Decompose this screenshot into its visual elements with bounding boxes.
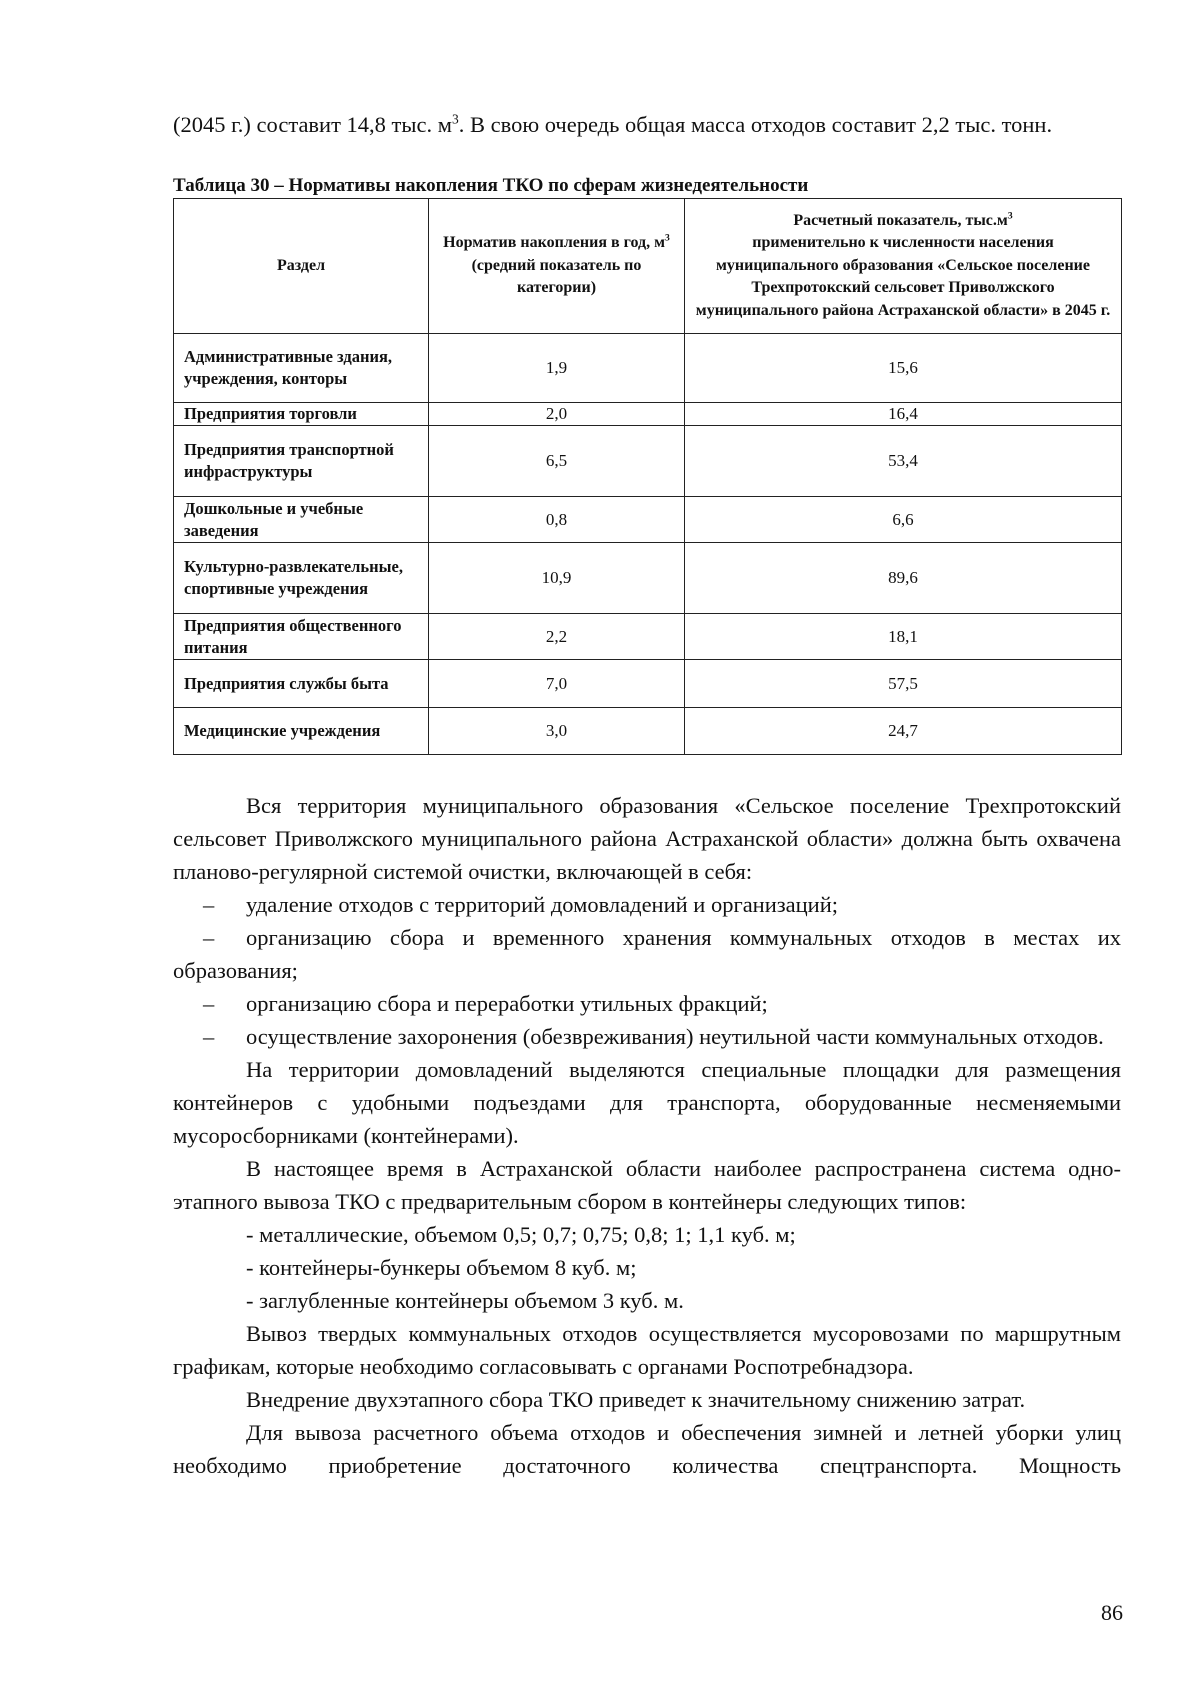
- row-calc: 53,4: [685, 426, 1122, 497]
- paragraph: Внедрение двухэтапного сбора ТКО приведет к значительному снижению затрат.: [246, 1387, 1026, 1412]
- intro-text-end: . В свою очередь общая масса отходов составит 2,2 тыс. тонн.: [458, 112, 1053, 137]
- row-norm: 6,5: [429, 426, 685, 497]
- norms-table: [173, 198, 1122, 755]
- list-item: [173, 987, 1121, 1020]
- superscript: 3: [665, 232, 670, 244]
- header-calc-text: Расчетный показатель, тыс.м: [793, 211, 1008, 229]
- row-norm: 1,9: [429, 334, 685, 403]
- document-page: [173, 108, 1121, 1482]
- paragraph: Вся территория муниципального образования «Сельское поселение Трехпротокский сельсовет Приволжского муниципального района Астраханской области» должна быть охвачена планово-регулярной системой очистки, включающей в себя:: [173, 793, 1121, 884]
- header-calc: [685, 199, 1122, 334]
- body-text: [173, 789, 1121, 1482]
- table-row: [174, 334, 1122, 403]
- container-type-item: - контейнеры-бункеры объемом 8 куб. м;: [246, 1255, 637, 1280]
- row-calc: 18,1: [685, 614, 1122, 660]
- row-norm: 2,2: [429, 614, 685, 660]
- row-section: Предприятия службы быта: [174, 660, 429, 708]
- list-item: [173, 888, 1121, 921]
- row-calc: 89,6: [685, 543, 1122, 614]
- dash-marker: –: [203, 892, 215, 917]
- container-type-item: - заглубленные контейнеры объемом 3 куб. м.: [246, 1288, 684, 1313]
- header-calc-note: применительно к численности населения муниципального образования «Сельское поселение Трехпротокский сельсовет Приволжского муниципального района Астраханской области» в 2045 г.: [695, 234, 1111, 319]
- row-section: Культурно-развлекательные, спортивные учреждения: [174, 543, 429, 614]
- superscript: 3: [451, 111, 459, 127]
- row-calc: 6,6: [685, 497, 1122, 543]
- paragraph: В настоящее время в Астраханской области наиболее распространена система одно-этапного вывоза ТКО с предварительным сбором в контейнеры следующих типов:: [173, 1156, 1121, 1214]
- table-row: [174, 426, 1122, 497]
- row-section: Медицинские учреждения: [174, 708, 429, 755]
- row-calc: 57,5: [685, 660, 1122, 708]
- dash-marker: –: [203, 991, 215, 1016]
- row-section: Предприятия общественного питания: [174, 614, 429, 660]
- intro-paragraph: [173, 108, 1121, 141]
- row-calc: 24,7: [685, 708, 1122, 755]
- superscript: 3: [1007, 210, 1013, 222]
- list-item-text: осуществление захоронения (обезвреживания) неутильной части коммунальных отходов.: [246, 1024, 1104, 1049]
- row-section: Дошкольные и учебные заведения: [174, 497, 429, 543]
- container-type-item: - металлические, объемом 0,5; 0,7; 0,75; 0,8; 1; 1,1 куб. м;: [246, 1222, 796, 1247]
- row-calc: 16,4: [685, 403, 1122, 426]
- row-norm: 10,9: [429, 543, 685, 614]
- table-row: [174, 708, 1122, 755]
- row-norm: 2,0: [429, 403, 685, 426]
- paragraph: Для вывоза расчетного объема отходов и обеспечения зимней и летней уборки улиц необходимо приобретение достаточного количества спецтранспорта. Мощность: [173, 1420, 1121, 1478]
- paragraph: Вывоз твердых коммунальных отходов осуществляется мусоровозами по маршрутным графикам, которые необходимо согласовывать с органами Роспотребнадзора.: [173, 1321, 1121, 1379]
- table-row: [174, 660, 1122, 708]
- list-item: [173, 921, 1121, 987]
- row-norm: 0,8: [429, 497, 685, 543]
- header-norm-text: Норматив накопления в год, м: [443, 234, 666, 252]
- table-row: [174, 403, 1122, 426]
- row-section: Предприятия транспортной инфраструктуры: [174, 426, 429, 497]
- row-section: Предприятия торговли: [174, 403, 429, 426]
- dash-marker: –: [203, 925, 215, 950]
- row-norm: 7,0: [429, 660, 685, 708]
- list-item-text: удаление отходов с территорий домовладений и организаций;: [246, 892, 839, 917]
- header-norm: [429, 199, 685, 334]
- list-item: [173, 1020, 1121, 1053]
- page-number: 86: [1101, 1600, 1123, 1625]
- intro-text: (2045 г.) составит 14,8 тыс. м: [173, 112, 452, 137]
- header-section: Раздел: [174, 199, 429, 334]
- table-row: [174, 543, 1122, 614]
- row-norm: 3,0: [429, 708, 685, 755]
- table-row: [174, 497, 1122, 543]
- paragraph: На территории домовладений выделяются специальные площадки для размещения контейнеров с удобными подъездами для транспорта, оборудованные несменяемыми мусоросборниками (контейнерами).: [173, 1057, 1121, 1148]
- table-caption: Таблица 30 – Нормативы накопления ТКО по сферам жизнедеятельности: [173, 175, 809, 196]
- row-section: Административные здания, учреждения, конторы: [174, 334, 429, 403]
- row-calc: 15,6: [685, 334, 1122, 403]
- dash-marker: –: [203, 1024, 215, 1049]
- table-row: [174, 614, 1122, 660]
- header-norm-note: (средний показатель по категории): [471, 256, 642, 297]
- list-item-text: организацию сбора и временного хранения коммунальных отходов в местах их образования;: [173, 925, 1121, 983]
- list-item-text: организацию сбора и переработки утильных фракций;: [246, 991, 768, 1016]
